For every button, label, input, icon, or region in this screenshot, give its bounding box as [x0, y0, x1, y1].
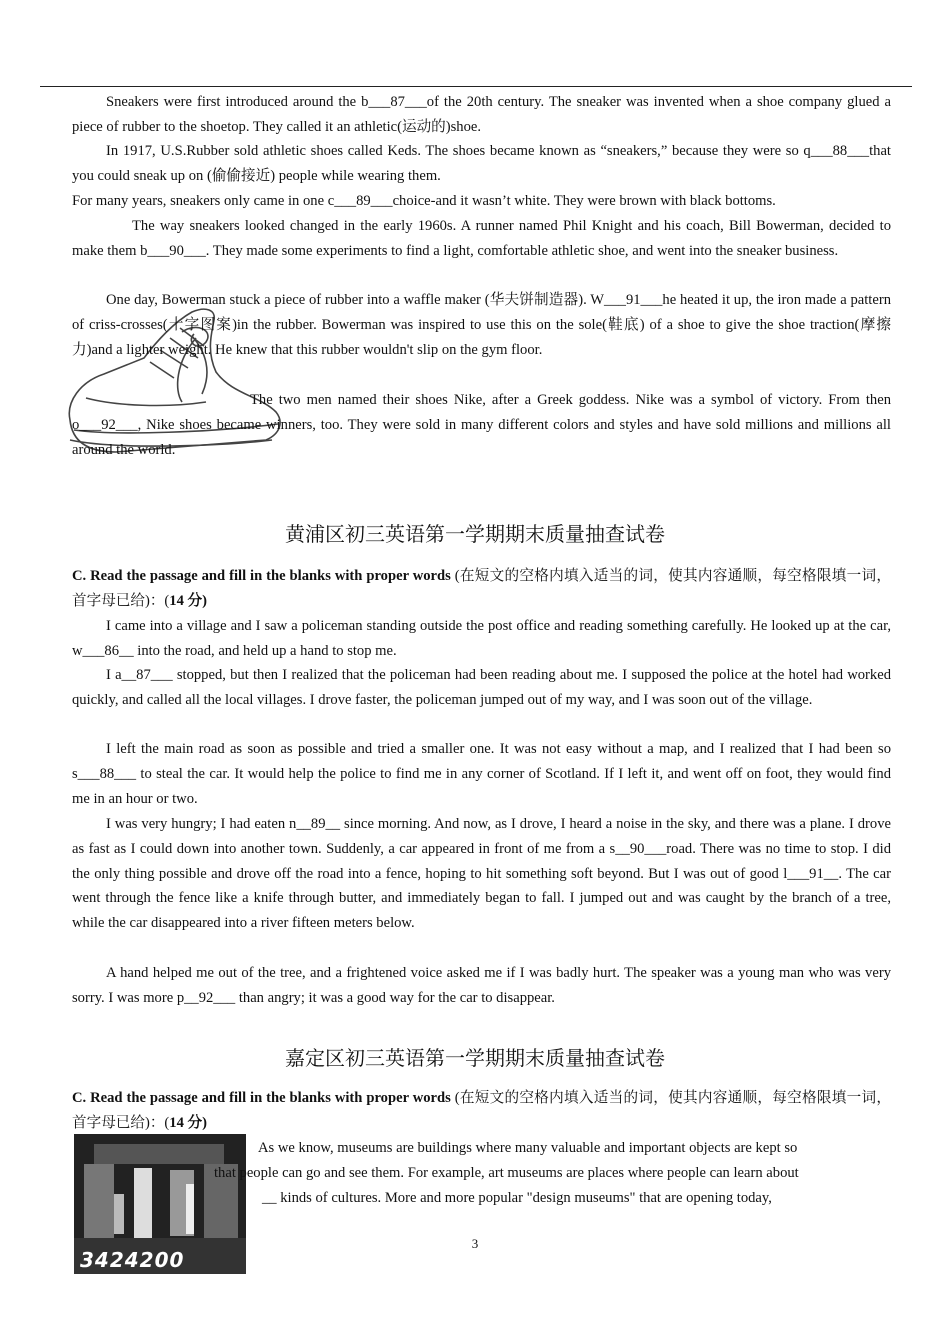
top-rule [40, 86, 912, 87]
photo-caption: 3424200 [80, 1248, 185, 1272]
section3-line-3: __ kinds of cultures. More and more popular "design museums" that are opening today, [262, 1190, 772, 1206]
section3-instr-bold: C. Read the passage and fill in the blanks with proper words [72, 1090, 451, 1106]
page-number: 3 [471, 1236, 479, 1251]
section2-instr-rest: (在短文的空格内填入适当的词，使其内容通顺，每空格限填一词，首字母已给)：( [72, 568, 892, 609]
section3-instructions [72, 1086, 891, 1136]
section2-paragraph-2: I a__87___ stopped, but then I realized that the policeman had been reading about me. I supposed the police at the hotel had worked quickly, and called all the local villages. I drove faster, the policeman jumped out of my way, and I was soon out of the village. [72, 667, 891, 708]
passage1-paragraph-4: The way sneakers looked changed in the early 1960s. A runner named Phil Knight and his coach, Bill Bowerman, decided to make them b___90___. They made some experiments to find a light, comfortable athletic shoe, and went into the sneaker business. [72, 218, 891, 259]
section3-heading: 嘉定区初三英语第一学期期末质量抽查试卷 [285, 1048, 665, 1070]
section2-paragraph-1: I came into a village and I saw a policeman standing outside the post office and reading something carefully. He looked up at the car, w___86__ into the road, and held up a hand to stop me. [72, 618, 891, 659]
section2-instructions [72, 564, 891, 614]
section2-paragraph-4: I was very hungry; I had eaten n__89__ since morning. And now, as I drove, I heard a noise in the sky, and there was a plane. I drove as fast as I could down into another town. Suddenly, a car appeared in front of me from a s__90___road. There was no time to stop. I did the only thing possible and drove off the road into a fence, hoping to hit something soft beyond. But I was out of good l___91__. The car went through the fence like a knife through butter, and immediately began to fall. I jumped out and was caught by the branch of a tree, while the car disappeared into a river fifteen meters below. [72, 816, 891, 932]
section2-instr-bold: C. Read the passage and fill in the blanks with proper words [72, 568, 451, 584]
section3-score-unit: 分) [183, 1114, 207, 1131]
section2-score: 14 [169, 592, 184, 609]
passage1-paragraph-5: One day, Bowerman stuck a piece of rubber into a waffle maker (华夫饼制造器). W___91___he heated it up, the iron made a pattern of criss-crosses(十字图案)in the rubber. Bowerman was inspired to use this on the sole(鞋底) of a shoe to give the shoe traction(摩擦力)and a lighter weight. He knew that this rubber wouldn't slip on the gym floor. [72, 292, 891, 358]
passage1-paragraph-2: In 1917, U.S.Rubber sold athletic shoes called Keds. The shoes became known as “sneakers,” because they were so q___88___that you could sneak up on (偷偷接近) people while wearing them. [72, 143, 891, 184]
section3-line-1: As we know, museums are buildings where many valuable and important objects are kept so [258, 1140, 798, 1156]
passage1-paragraph-1: Sneakers were first introduced around the b___87___of the 20th century. The sneaker was invented when a shoe company glued a piece of rubber to the shoetop. They called it an athletic(运动的)shoe. [72, 94, 891, 135]
section3-line-2: that people can go and see them. For example, art museums are places where people can learn about [214, 1165, 799, 1181]
section2-paragraph-3: I left the main road as soon as possible and tried a smaller one. It was not easy without a map, and I realized that I had been so s___88___ to steal the car. It would help the police to find me in any corner of Scotland. If I left it, and went off on foot, they would find me in an hour or two. [72, 741, 891, 807]
passage1-paragraph-3: For many years, sneakers only came in one c___89___choice-and it wasn’t white. They were brown with black bottoms. [72, 193, 776, 209]
passage1-paragraph-6: The two men named their shoes Nike, after a Greek goddess. Nike was a symbol of victory. From then o___92___, Nike shoes became winners, too. They were sold in many different colors and styles and have sold millions and millions all around the world. [72, 392, 891, 458]
museum-photo [74, 1134, 246, 1274]
section2-paragraph-5: A hand helped me out of the tree, and a frightened voice asked me if I was badly hurt. The speaker was a young man who was very sorry. I was more p__92___ than angry; it was a good way for the car to disappear. [72, 965, 891, 1006]
section3-instr-rest: (在短文的空格内填入适当的词，使其内容通顺，每空格限填一词，首字母已给)：( [72, 1090, 892, 1131]
section2-heading: 黄浦区初三英语第一学期期末质量抽查试卷 [285, 524, 665, 546]
section2-score-unit: 分) [183, 592, 207, 609]
section3-score: 14 [169, 1114, 184, 1131]
